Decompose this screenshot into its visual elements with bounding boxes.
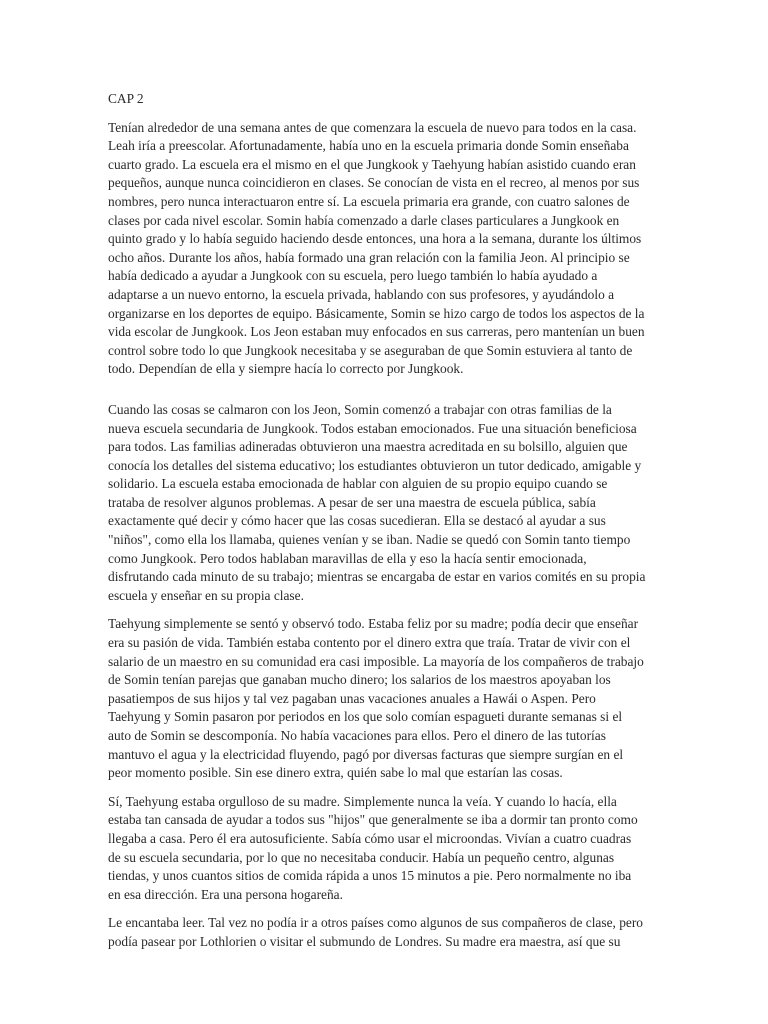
paragraph xyxy=(108,615,664,782)
document-body xyxy=(108,119,664,952)
text-line: solidario. La escuela estaba emocionada de hablar con alguien de su propio equipo cuando se xyxy=(108,476,608,492)
chapter-title: CAP 2 xyxy=(108,91,144,106)
paragraph xyxy=(108,401,664,606)
text-line: en esa dirección. Era una persona hogareña. xyxy=(108,886,343,902)
paragraph xyxy=(108,914,664,951)
text-line: había dedicado a ayudar a Jungkook con su escuela, pero luego también lo había ayudado a xyxy=(108,268,598,284)
text-line: Taehyung simplemente se sentó y observó todo. Estaba feliz por su madre; podía decir que enseñar xyxy=(108,616,639,632)
text-line: para todos. Las familias adineradas obtuvieron una maestra acreditada en su bolsillo, alguien que xyxy=(108,439,628,455)
text-line: vida escolar de Jungkook. Los Jeon estaban muy enfocados en sus carreras, pero mantenían un buen xyxy=(108,324,645,340)
text-line: tiendas, y unos cuantos sitios de comida rápida a unos 15 minutos a pie. Pero normalmente no iba xyxy=(108,868,632,884)
text-line: como Jungkook. Pero todos hablaban maravillas de ella y eso la hacía sentir emocionada, xyxy=(108,550,587,566)
text-line: llegaba a casa. Pero él era autosuficiente. Sabía cómo usar el microondas. Vivían a cuatro cuadras xyxy=(108,830,632,846)
text-line: exactamente qué decir y cómo hacer que las cosas sucedieran. Ella se destacó al ayudar a sus xyxy=(108,513,606,529)
text-line: mantuvo el agua y la electricidad fluyendo, pagó por diversas facturas que siempre surgían en el xyxy=(108,746,624,762)
text-line: ocho años. Durante los años, había formado una gran relación con la familia Jeon. Al principio se xyxy=(108,249,630,265)
text-line: "niños", como ella los llamaba, quienes venían y se iban. Nadie se quedó con Somin tanto tiempo xyxy=(108,532,631,548)
paragraph xyxy=(108,793,664,905)
text-line: pequeños, aunque nunca coincidieron en clases. Se conocían de vista en el recreo, al menos por sus xyxy=(108,175,640,191)
text-line: control sobre todo lo que Jungkook necesitaba y se aseguraban de que Somin estuviera al tanto de xyxy=(108,342,633,358)
text-line: Sí, Taehyung estaba orgulloso de su madre. Simplemente nunca la veía. Y cuando lo hacía, ella xyxy=(108,793,617,809)
text-line: Cuando las cosas se calmaron con los Jeon, Somin comenzó a trabajar con otras familias de la xyxy=(108,401,612,417)
text-line: escuela y enseñar en su propia clase. xyxy=(108,587,304,603)
text-line: era su pasión de vida. También estaba contento por el dinero extra que traía. Tratar de vivir con el xyxy=(108,635,631,651)
text-line: Le encantaba leer. Tal vez no podía ir a otros países como algunos de sus compañeros de clase, pero xyxy=(108,915,643,931)
text-line: clases por cada nivel escolar. Somin había comenzado a darle clases particulares a Jungkook en xyxy=(108,212,620,228)
text-line: de su escuela secundaria, por lo que no necesitaba conducir. Había un pequeño centro, algunas xyxy=(108,849,615,865)
text-line: auto de Somin se descomponía. No había vacaciones para ellos. Pero el dinero de las tutorías xyxy=(108,728,606,743)
text-line: pasatiempos de sus hijos y tal vez pagaban unas vacaciones anuales a Hawái o Aspen. Pero xyxy=(108,690,596,706)
text-line: Tenían alrededor de una semana antes de que comenzara la escuela de nuevo para todos en la casa. xyxy=(108,119,637,135)
text-line: todo. Dependían de ella y siempre hacía lo correcto por Jungkook. xyxy=(108,361,464,377)
text-line: nombres, pero nunca interactuaron entre sí. La escuela primaria era grande, con cuatro salones de xyxy=(108,193,630,209)
text-line: salario de un maestro en su comunidad era casi imposible. La mayoría de los compañeros de trabajo xyxy=(108,653,644,669)
text-line: quinto grado y lo había seguido haciendo desde entonces, una hora a la semana, durante los últimos xyxy=(108,231,642,247)
text-line: nueva escuela secundaria de Jungkook. Todos estaban emocionados. Fue una situación beneficiosa xyxy=(108,420,637,436)
text-line: peor momento posible. Sin ese dinero extra, quién sabe lo mal que estarían las cosas. xyxy=(108,765,563,781)
text-line: organizarse en los deportes de equipo. Básicamente, Somin se hizo cargo de todos los aspectos de la xyxy=(108,305,645,321)
text-line: Taehyung y Somin pasaron por periodos en los que solo comían espagueti durante semanas si el xyxy=(108,709,623,725)
text-line: disfrutando cada minuto de su trabajo; mientras se encargaba de estar en varios comités en su propia xyxy=(108,569,646,585)
text-line: conocía los detalles del sistema educativo; los estudiantes obtuvieron un tutor dedicado, amigable y xyxy=(108,457,642,473)
text-line: cuarto grado. La escuela era el mismo en el que Jungkook y Taehyung habían asistido cuando eran xyxy=(108,156,636,172)
text-line: Leah iría a preescolar. Afortunadamente, había uno en la escuela primaria donde Somin enseñaba xyxy=(108,138,629,154)
text-line: trataba de resolver algunos problemas. A pesar de ser una maestra de escuela pública, sabía xyxy=(108,494,596,510)
paragraph xyxy=(108,119,664,379)
text-line: podía pasear por Lothlorien o visitar el submundo de Londres. Su madre era maestra, así que su xyxy=(108,933,621,949)
text-line: estaba tan cansada de ayudar a todos sus "hijos" que generalmente se iba a dormir tan pronto como xyxy=(108,812,638,828)
text-line: de Somin tenían parejas que ganaban mucho dinero; los salarios de los maestros apoyaban los xyxy=(108,672,611,688)
text-line: adaptarse a un nuevo entorno, la escuela privada, hablando con sus profesores, y ayudándolo a xyxy=(108,286,615,302)
